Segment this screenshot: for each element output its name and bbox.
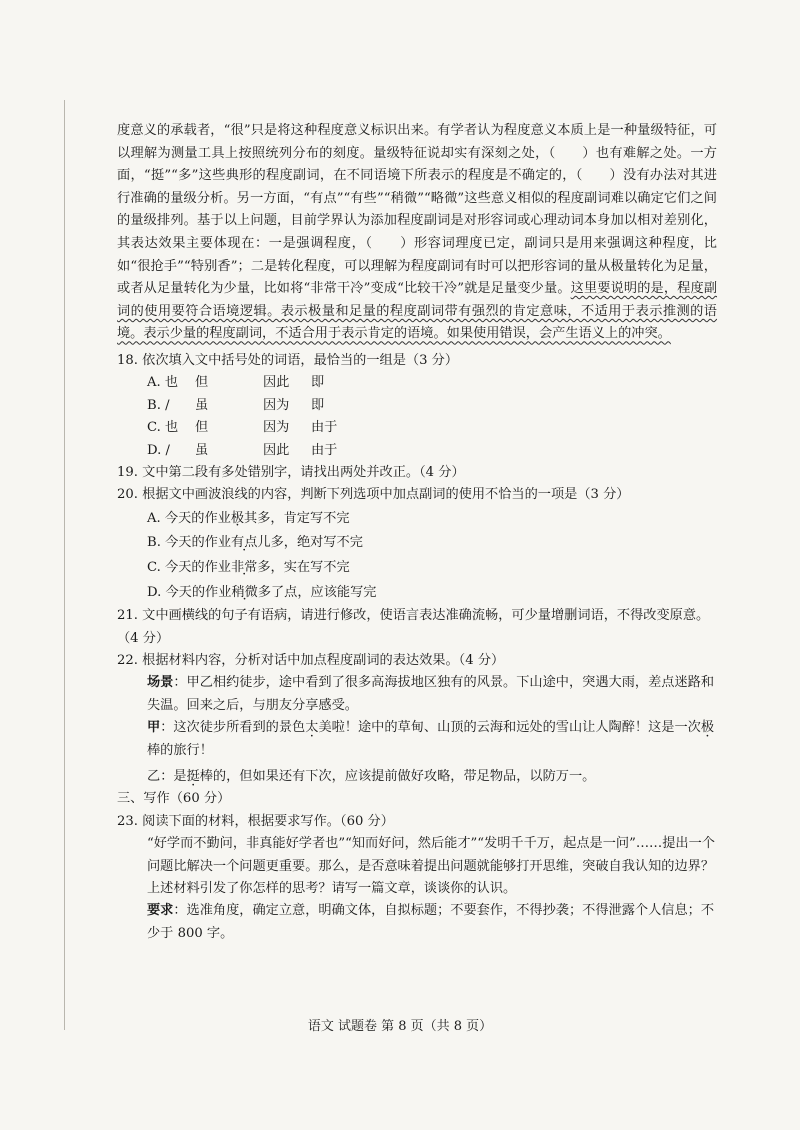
q22-dialogue-yi [117,766,717,788]
section-3-title: 三、写作（60 分） [117,791,231,807]
option-prefix: C. 今天的作业 [147,559,231,575]
q22-scene [117,672,717,717]
exam-page [117,120,717,945]
option-word: 由于 [311,442,338,458]
requirements-text: ：选准角度，确定立意，明确文体，自拟标题；不要套作，不得抄袭；不得泄露个人信息；不少于 800 字。 [147,903,715,941]
dotted-adverb: 太 [305,720,319,736]
dialogue-text: ：这次徒步所看到的景色 [160,720,306,736]
option-word: C. 也 [147,420,179,436]
option-word: 因为 [263,397,290,413]
option-suffix: 其多，肯定写不完 [244,510,350,526]
option-word: 因为 [263,420,290,436]
option-suffix: 多了点，应该能写完 [257,584,377,600]
option-suffix: 儿多，绝对写不完 [257,535,363,551]
dotted-adverb: 极 [230,510,245,526]
dotted-adverb: 极 [700,720,715,736]
q18-option-a [147,372,717,394]
option-suffix: 多，实在写不完 [257,559,350,575]
q23-requirements [117,900,717,945]
option-word: 虽 [195,397,209,413]
option-prefix: D. 今天的作业 [147,584,232,600]
option-prefix: A. 今天的作业 [147,510,231,526]
speaker-label: 甲 [147,720,161,736]
option-word: 即 [311,397,325,413]
question-22-stem: 22. 根据材料内容，分析对话中加点程度副词的表达效果。（4 分） [117,652,505,668]
q23-prompt: 上述材料引发了你怎样的思考？请写一篇文章，谈谈你的认识。 [147,881,517,897]
dialogue-text: 美啦！途中的草甸、山顶的云海和远处的雪山让人陶醉！这是一次 [318,720,701,736]
q18-option-c [147,417,717,439]
q20-option-a [147,507,717,532]
q20-option-d [147,581,717,606]
question-19-stem: 19. 文中第二段有多处错别字，请找出两处并改正。（4 分） [117,464,465,480]
option-word: 因此 [263,442,290,458]
q20-option-c [147,556,717,581]
option-word: 由于 [311,420,338,436]
dotted-adverb: 稍微 [231,584,258,600]
question-18-stem: 18. 依次填入文中括号处的词语，最恰当的一组是（3 分） [117,352,459,368]
page-footer: 语文 试题卷 第 8 页（共 8 页） [307,1019,493,1034]
q18-option-b [147,395,717,417]
dotted-adverb: 非常 [230,559,258,575]
question-23-stem: 23. 阅读下面的材料，根据要求写作。（60 分） [117,813,394,829]
dialogue-text: 棒的旅行！ [147,742,213,758]
option-word: D. / [147,442,170,458]
dotted-adverb: 挺 [186,769,200,784]
option-word: A. 也 [147,375,179,391]
speaker-label: 乙 [147,769,161,784]
option-prefix: B. 今天的作业 [147,535,232,551]
option-word: 虽 [195,442,209,458]
option-word: 因此 [263,375,290,391]
wavy-underlined-text: 这里要说明的是，程度副词的使用要符合语境逻辑。表示极量和足量的程度副词带有强烈的肯定意味，不适用于表示推测的语境。表示少量的程度副词，不适合用于表示肯定的语境。如果使用错误，会产生语义上的冲突。 [117,281,718,342]
q22-dialogue-jia [117,717,717,762]
passage-text: 度意义的承载者，“很”只是将这种程度意义标识出来。有学者认为程度意义本质上是一种量级特征，可以理解为测量工具上按照统列分布的刻度。量级特征说却实有深刻之处，（ ）也有难解之处。一方面，“挺”“多”这些典形的程度副词，在不同语境下所表示的程度是不确定的，（ ）没有办法对其进行准确的量级分析。另一方面，“有点”“有些”“稍微”“略微”这些意义相似的程度副词难以确定它们之间的量级排列。基于以上问题，目前学界认为添加程度副词是对形容词或心理动词本身加以相对差别化，其表达效果主要体现在：一是强调程度，（ ）形容词理度已定，副词只是用来强调这种程度，比如“很抢手”“特别香”；二是转化程度，可以理解为程度副词有时可以把形容词的量从极量转化为足量，或者从足量转化为少量，比如将“非常干冷”变成“比较干冷”就是足量变少量。 [117,123,717,297]
requirements-label: 要求 [147,903,174,919]
option-word: 但 [195,420,209,436]
q20-option-b [147,531,717,556]
scene-text: ：甲乙相约徒步，途中看到了很多高海拔地区独有的风景。下山途中，突遇大雨，差点迷路和失温。回来之后，与朋友分享感受。 [147,675,715,713]
scene-label: 场景 [147,675,174,691]
question-21-stem: 21. 文中画横线的句子有语病，请进行修改，使语言表达准确流畅，可少量增删词语，不得改变原意。（4 分） [117,608,710,646]
binding-margin-line [64,100,65,1030]
option-word: 即 [311,375,325,391]
dotted-adverb: 有点 [231,535,258,551]
dialogue-text: 棒的，但如果还有下次，应该提前做好攻略，带足物品，以防万一。 [199,769,596,784]
question-20-stem: 20. 根据文中画波浪线的内容，判断下列选项中加点副词的使用不恰当的一项是（3 分） [117,487,630,503]
option-word: B. / [147,397,170,413]
q18-option-d [147,440,717,462]
option-word: 但 [195,375,209,391]
q23-material: “好学而不勤问，非真能好学者也”“知而好问，然后能才”“发明千千万，起点是一问”……提出一个问题比解决一个问题更重要。那么，是否意味着提出问题就能够打开思维，突破自我认知的边界？ [147,836,715,874]
passage-paragraph [117,120,717,346]
dialogue-text: ：是 [160,769,187,784]
